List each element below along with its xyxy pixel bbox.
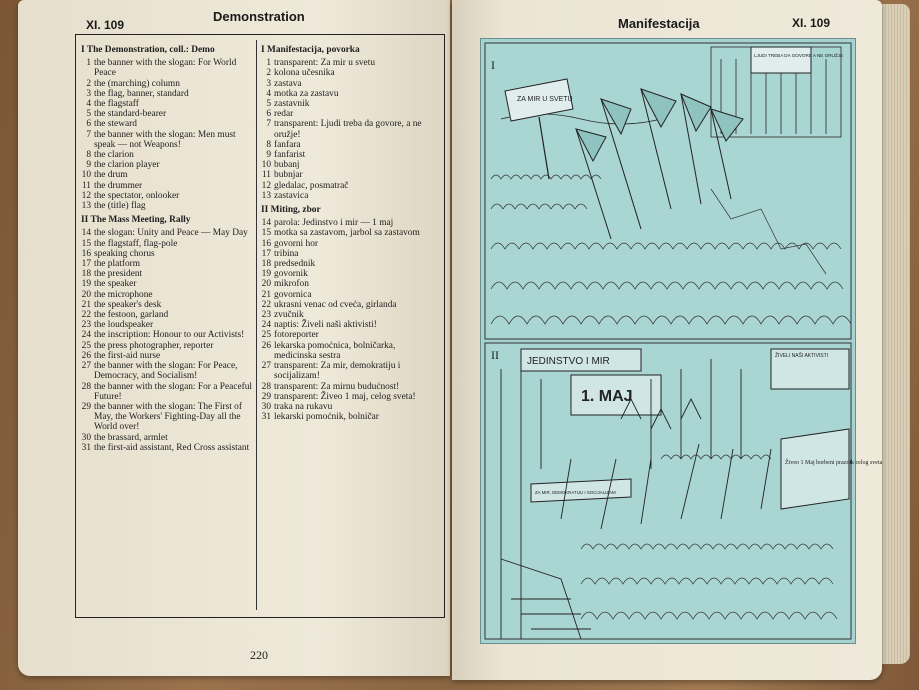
entry-text: the drummer (94, 180, 143, 191)
entry-number: 8 (266, 139, 271, 150)
entry-row (261, 392, 433, 402)
section-heading: II Miting, zbor (261, 205, 321, 216)
entry-row (81, 119, 253, 129)
sign-demo: ZA MIR, DEMOKRATIJU I SOCIJALIZAM (535, 490, 616, 495)
entry-row (81, 109, 253, 119)
entry-text: the (title) flag (94, 201, 146, 212)
sign-ziveo: Živeo 1 Maj borbeni praznik celog sveta (785, 460, 883, 466)
sign-ljudi: LJUDI TREBA DA GOVORE A NE ORUŽJE (754, 53, 844, 58)
entry-row (81, 269, 253, 279)
entry-row (81, 382, 253, 402)
entry-text: the drum (94, 170, 128, 181)
entry-number: 23 (81, 320, 91, 331)
entry-row (81, 320, 253, 330)
entry-text: the microphone (94, 289, 153, 300)
entry-number: 10 (81, 170, 91, 181)
entry-row (81, 181, 253, 191)
entry-row (261, 249, 433, 259)
entry-number: 13 (81, 201, 91, 212)
entry-row (261, 290, 433, 300)
entry-text: transparent: Živeo 1 maj, celog sveta! (274, 391, 416, 402)
entry-text: zastavnik (274, 99, 310, 110)
entry-text: the speaker's desk (94, 299, 162, 310)
entry-text: zvučnik (274, 310, 304, 321)
entry-number: 9 (86, 160, 91, 171)
entry-number: 28 (81, 381, 91, 392)
entry-number: 26 (81, 350, 91, 361)
entry-text: redar (274, 109, 294, 120)
entry-text: the slogan: Unity and Peace — May Day (94, 228, 248, 239)
entry-number: 6 (86, 119, 91, 130)
entry-row (81, 89, 253, 99)
entry-text: govornik (274, 269, 308, 280)
entry-text: gledalac, posmatrač (274, 180, 349, 191)
entry-row (81, 191, 253, 201)
entry-number: 17 (261, 248, 271, 259)
entry-row (81, 300, 253, 310)
entry-row (261, 228, 433, 238)
entry-row (81, 228, 253, 238)
entry-text: the (marching) column (94, 78, 180, 89)
entry-number: 15 (261, 228, 271, 239)
entry-number: 27 (261, 361, 271, 372)
entry-row (261, 361, 433, 381)
entry-number: 8 (86, 150, 91, 161)
entry-row (81, 150, 253, 160)
illustration-drawing (481, 39, 883, 643)
entry-row (261, 170, 433, 180)
entry-row (261, 119, 433, 139)
entry-number: 7 (266, 119, 271, 130)
column-divider (256, 40, 257, 610)
entry-text: govorni hor (274, 238, 319, 249)
entry-row (261, 79, 433, 89)
entry-number: 3 (86, 88, 91, 99)
sign-za-mir: ZA MIR U SVETU (517, 96, 573, 103)
section-heading: I The Demonstration, coll.: Demo (81, 45, 215, 55)
entry-row (261, 99, 433, 109)
entry-text: transparent: Ljudi treba da govore, a ne oružje! (274, 119, 422, 140)
entry-number: 4 (86, 99, 91, 110)
header-code-left: XI. 109 (86, 18, 125, 32)
header-code-right: XI. 109 (792, 16, 831, 30)
entry-number: 26 (261, 340, 271, 351)
entry-text: the clarion player (94, 160, 160, 171)
entry-number: 27 (81, 361, 91, 372)
entry-row (81, 443, 253, 453)
entry-number: 10 (261, 160, 271, 171)
entry-row (261, 239, 433, 249)
entry-row (261, 109, 433, 119)
entry-text: the festoon, garland (94, 310, 169, 321)
entry-text: zastavica (274, 190, 309, 201)
entry-row (81, 290, 253, 300)
header-title-left: Demonstration (213, 9, 305, 24)
entry-number: 19 (261, 269, 271, 280)
entry-text: motka sa zastavom, jarbol sa zastavom (274, 228, 420, 239)
entry-row (261, 279, 433, 289)
entry-row (81, 170, 253, 180)
entry-number: 24 (261, 320, 271, 331)
panel1-label: I (491, 58, 495, 72)
entry-text: motka za zastavu (274, 88, 339, 99)
entry-number: 16 (261, 238, 271, 249)
entry-text: mikrofon (274, 279, 309, 290)
entry-text: the first-aid nurse (94, 350, 161, 361)
entry-row (81, 433, 253, 443)
entry-text: the standard-bearer (94, 109, 167, 120)
entry-text: the clarion (94, 150, 134, 161)
entry-row (81, 58, 253, 78)
entry-text: tribina (274, 248, 299, 259)
entry-number: 30 (261, 401, 271, 412)
entry-row (261, 402, 433, 412)
entry-text: the flagstaff, flag-pole (94, 238, 178, 249)
entry-number: 31 (261, 412, 271, 423)
header-title-right: Manifestacija (618, 16, 700, 31)
entry-text: fanfara (274, 139, 301, 150)
entry-row (81, 160, 253, 170)
entry-text: the spectator, onlooker (94, 190, 180, 201)
banner-jedinstvo: JEDINSTVO I MIR (527, 356, 610, 367)
entry-number: 25 (261, 330, 271, 341)
entry-number: 23 (261, 310, 271, 321)
entry-text: transparent: Za mir, demokratiju i socijalizam! (274, 361, 401, 382)
entry-row (261, 181, 433, 191)
entry-text: the banner with the slogan: For Peace, Democracy, and Socialism! (94, 361, 238, 382)
entry-row (261, 160, 433, 170)
entry-text: lekarska pomoćnica, bolničarka, medicinska sestra (274, 340, 396, 361)
entry-row (81, 201, 253, 211)
left-page (18, 0, 450, 676)
entry-text: traka na rukavu (274, 401, 333, 412)
entry-row (81, 361, 253, 381)
entry-number: 21 (261, 289, 271, 300)
entry-text: bubnjar (274, 170, 303, 181)
entry-row (261, 218, 433, 228)
entry-row (81, 259, 253, 269)
entry-row (261, 320, 433, 330)
book-page-edges (880, 4, 910, 664)
entry-text: the president (94, 269, 143, 280)
entry-text: transparent: Za mirnu budućnost! (274, 381, 400, 392)
entry-number: 17 (81, 259, 91, 270)
entry-text: predsednik (274, 259, 316, 270)
entry-number: 19 (81, 279, 91, 290)
entry-number: 29 (261, 391, 271, 402)
entry-number: 12 (81, 190, 91, 201)
english-column (81, 41, 253, 453)
entry-number: 7 (86, 129, 91, 140)
section-heading: I Manifestacija, povorka (261, 45, 360, 55)
entry-text: naptis: Živeli naši aktivisti! (274, 320, 377, 331)
entry-row (81, 341, 253, 351)
entry-text: fotoreporter (274, 330, 319, 341)
entry-text: the banner with the slogan: The First of May, the Workers' Fighting-Day all the World over! (94, 401, 242, 433)
entry-text: the press photographer, reporter (94, 340, 214, 351)
entry-number: 18 (81, 269, 91, 280)
serbian-column (261, 41, 433, 422)
entry-row (261, 58, 433, 68)
entry-row (261, 310, 433, 320)
entry-text: the steward (94, 119, 137, 130)
entry-row (261, 341, 433, 361)
entry-number: 1 (266, 58, 271, 69)
entry-row (261, 382, 433, 392)
entry-number: 4 (266, 88, 271, 99)
entry-text: the first-aid assistant, Red Cross assistant (94, 442, 250, 453)
entry-row (81, 99, 253, 109)
entry-row (261, 412, 433, 422)
entry-row (81, 279, 253, 289)
entry-text: the flag, banner, standard (94, 88, 189, 99)
entry-number: 24 (81, 330, 91, 341)
entry-row (81, 79, 253, 89)
entry-number: 6 (266, 109, 271, 120)
entry-number: 20 (81, 289, 91, 300)
entry-row (81, 330, 253, 340)
banner-maj: 1. MAJ (581, 388, 633, 405)
entry-number: 21 (81, 299, 91, 310)
entry-number: 29 (81, 401, 91, 412)
entry-row (261, 269, 433, 279)
entry-row (81, 130, 253, 150)
entry-number: 11 (261, 170, 271, 181)
entry-text: the inscription: Honour to our Activists! (94, 330, 245, 341)
entry-text: speaking chorus (94, 248, 155, 259)
entry-number: 15 (81, 238, 91, 249)
entry-row (81, 239, 253, 249)
entry-number: 25 (81, 340, 91, 351)
entry-number: 3 (266, 78, 271, 89)
entry-text: ukrasni venac od cveća, girlanda (274, 299, 397, 310)
entry-text: kolona učesnika (274, 68, 335, 79)
section-heading: II The Mass Meeting, Rally (81, 215, 191, 226)
entry-row (261, 300, 433, 310)
entry-number: 20 (261, 279, 271, 290)
entry-text: the banner with the slogan: For World Peace (94, 58, 237, 79)
entry-number: 11 (81, 180, 91, 191)
entry-number: 1 (86, 58, 91, 69)
entry-row (81, 402, 253, 433)
entry-number: 2 (266, 68, 271, 79)
entry-number: 12 (261, 180, 271, 191)
entry-row (261, 259, 433, 269)
entry-text: transparent: Za mir u svetu (274, 58, 376, 69)
entry-row (261, 89, 433, 99)
entry-row (261, 330, 433, 340)
entry-row (261, 140, 433, 150)
entry-text: zastava (274, 78, 302, 89)
entry-text: the banner with the slogan: For a Peaceful Future! (94, 381, 253, 402)
entry-row (81, 249, 253, 259)
entry-text: parola: Jedinstvo i mir — 1 maj (274, 218, 394, 229)
entry-text: the platform (94, 259, 141, 270)
panel2-label: II (491, 348, 499, 362)
entry-row (261, 68, 433, 78)
entry-number: 31 (81, 442, 91, 453)
entry-text: lekarski pomoćnik, bolničar (274, 412, 379, 423)
entry-number: 22 (261, 299, 271, 310)
entry-text: govornica (274, 289, 312, 300)
entry-number: 22 (81, 310, 91, 321)
entry-text: the flagstaff (94, 99, 139, 110)
entry-text: fanfarist (274, 150, 306, 161)
entry-number: 14 (261, 218, 271, 229)
entry-row (81, 310, 253, 320)
entry-text: the brassard, armlet (94, 432, 168, 443)
entry-number: 14 (81, 228, 91, 239)
illustration (480, 38, 883, 644)
entry-text: the banner with the slogan: Men must speak — not Weapons! (94, 129, 236, 150)
entry-number: 5 (266, 99, 271, 110)
entry-number: 28 (261, 381, 271, 392)
entry-text: the loudspeaker (94, 320, 154, 331)
entry-number: 30 (81, 432, 91, 443)
entry-text: bubanj (274, 160, 300, 171)
entry-number: 5 (86, 109, 91, 120)
entry-row (261, 191, 433, 201)
entry-number: 13 (261, 190, 271, 201)
entry-row (81, 351, 253, 361)
page-number: 220 (250, 648, 268, 662)
entry-number: 18 (261, 259, 271, 270)
sign-aktivisti: ŽIVELI NAŠI AKTIVISTI (775, 353, 829, 359)
entry-number: 9 (266, 150, 271, 161)
entry-row (261, 150, 433, 160)
entry-number: 2 (86, 78, 91, 89)
entry-text: the speaker (94, 279, 137, 290)
entry-number: 16 (81, 248, 91, 259)
